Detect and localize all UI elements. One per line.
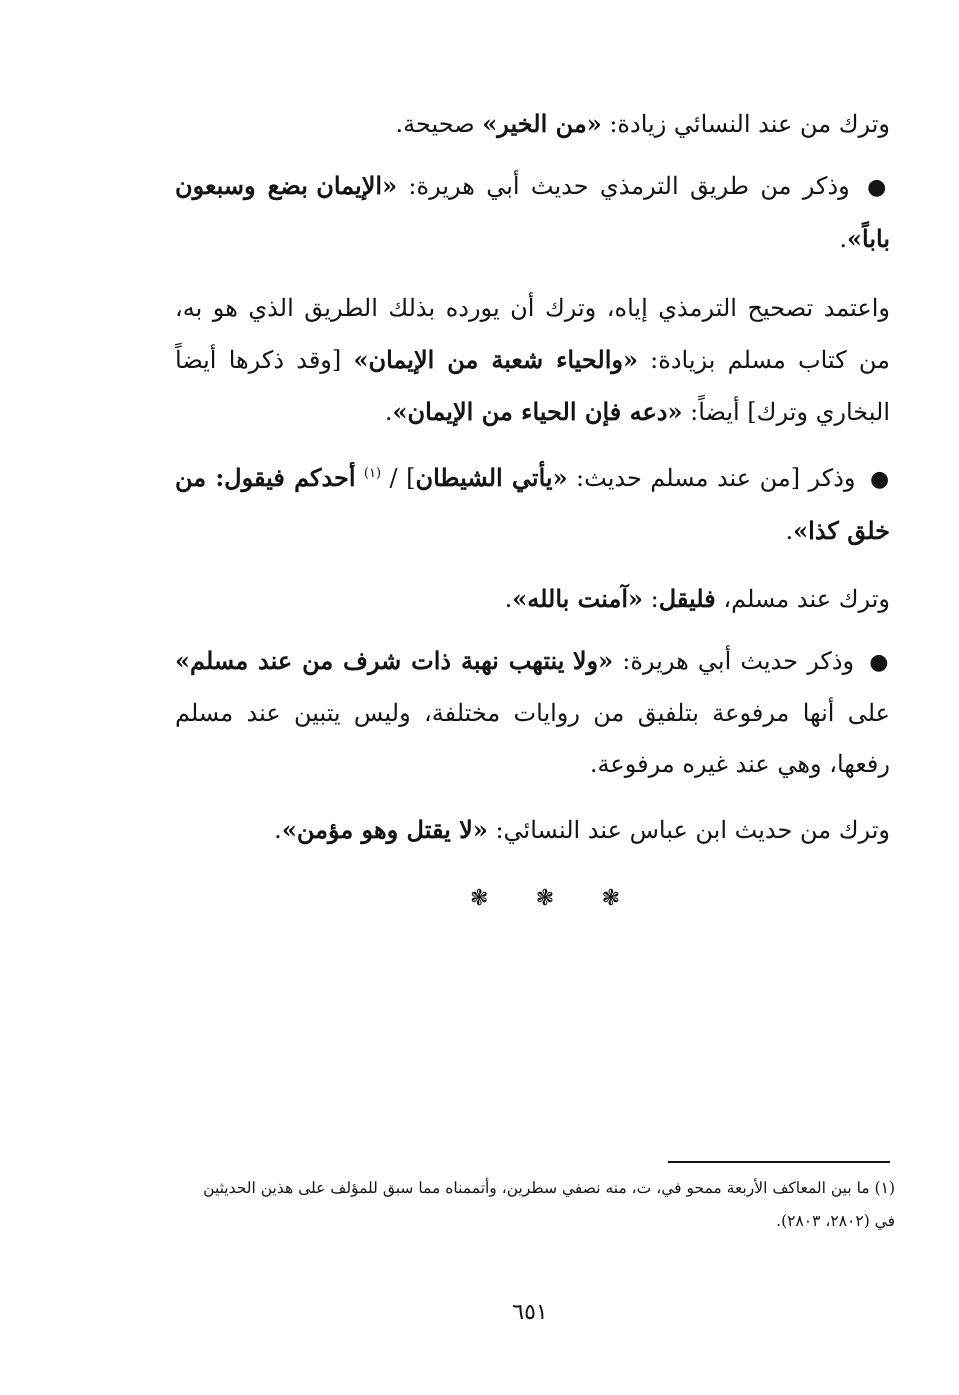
p5-tail: .: [504, 585, 513, 613]
paragraph-5: [175, 573, 890, 625]
p2-tail: .: [839, 225, 848, 253]
paragraph-3: [175, 283, 890, 438]
footnote-text: ما بين المعاكف الأربعة ممحو في، ت، منه نصفي سطرين، وأتممناه مما سبق للمؤلف على هذين الحديثين في (٢٨٠٢، ٢٨٠٣).: [203, 1179, 895, 1230]
p5-mid: :: [643, 585, 659, 613]
paragraph-6: [175, 635, 890, 790]
footnote-marker: (١): [874, 1179, 895, 1197]
p1-quote: «من الخير»: [482, 109, 602, 138]
p4-mid: ] /: [381, 464, 416, 492]
p4-text: وذكر [من عند مسلم حديث:: [567, 464, 856, 492]
p6-tail: على أنها مرفوعة بتلفيق من روايات مختلفة، وليس يتبين عند مسلم رفعها، وهي عند غيره مرفوعة.: [175, 699, 891, 778]
p4-quote-2: أحدكم فيقول: من خلق كذا»: [175, 463, 890, 545]
footnote: [190, 1172, 895, 1238]
p4-tail: .: [785, 517, 794, 545]
separator-star-icon: ❃: [601, 886, 620, 911]
section-separator: [470, 884, 620, 914]
p7-tail: .: [274, 816, 282, 844]
paragraph-4: [175, 448, 890, 557]
p6-quote: «ولا ينتهب نهبة ذات شرف من عند مسلم»: [175, 646, 614, 675]
p3-quote-1: «والحياء شعبة من الإيمان»: [353, 345, 638, 374]
p5-text: وترك عند مسلم،: [715, 585, 890, 613]
p5-bold-word: فليقل: [658, 584, 716, 613]
p2-text: وذكر من طريق الترمذي حديث أبي هريرة:: [397, 172, 850, 200]
p4-quote-1: «يأتي الشيطان: [415, 463, 568, 492]
p3-tail: .: [384, 398, 393, 426]
separator-star-icon: ❃: [470, 886, 489, 911]
p2-quote: «الإيمان بضع وسبعون باباً»: [175, 171, 890, 253]
paragraph-7: [175, 804, 890, 856]
paragraph-2: [175, 160, 890, 265]
p3-quote-2: «دعه فإن الحياء من الإيمان»: [392, 397, 683, 426]
p1-tail: صحيحة.: [395, 110, 483, 138]
p3-mid: [وقد ذكرها أيضاً البخاري وترك] أيضاً:: [175, 346, 890, 426]
p7-text: وترك من حديث ابن عباس عند النسائي:: [487, 816, 890, 844]
main-text: [175, 98, 890, 856]
footnote-reference: (١): [363, 466, 382, 481]
p7-quote: «لا يقتل وهو مؤمن»: [281, 815, 488, 844]
paragraph-1: [175, 98, 890, 150]
p3-text: واعتمد تصحيح الترمذي إياه، وترك أن يورده بذلك الطريق الذي هو به، من كتاب مسلم بزيادة:: [175, 294, 890, 374]
p6-text: وذكر حديث أبي هريرة:: [613, 647, 855, 675]
separator-star-icon: ❃: [535, 886, 555, 911]
footnote-divider: [668, 1161, 890, 1163]
page-number: ٦٥١: [512, 1300, 548, 1325]
p5-quote: «آمنت بالله»: [512, 584, 644, 613]
p1-text: وترك من عند النسائي زيادة:: [601, 110, 890, 138]
